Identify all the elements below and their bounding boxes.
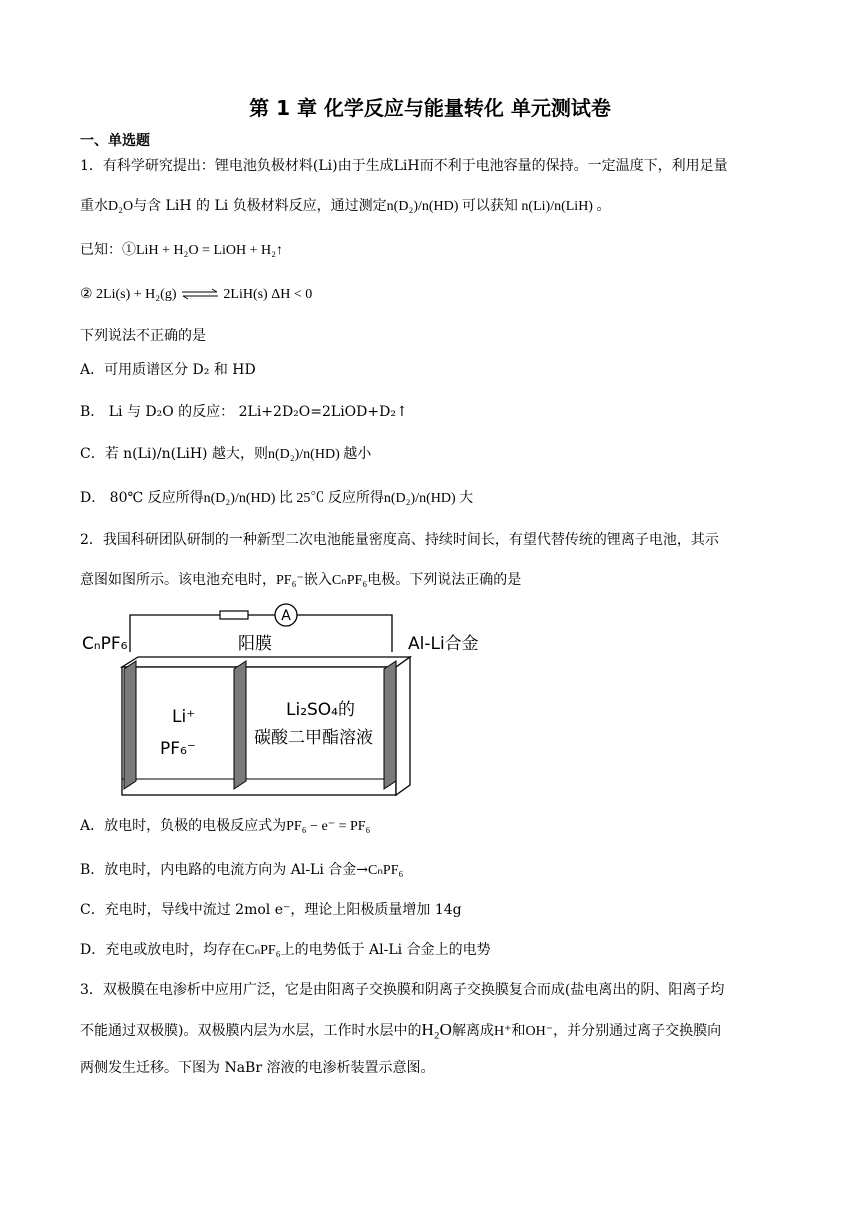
q1-stem-line1: 1．有科学研究提出：锂电池负极材料(Li)由于生成LiH而不利于电池容量的保持。一定温度下，利用足量 <box>80 158 728 174</box>
right-solution-line2: 碳酸二甲酯溶液 <box>254 728 373 748</box>
q3-stem-line3: 两侧发生迁移。下图为 NaBr 溶液的电渗析装置示意图。 <box>80 1060 435 1076</box>
q2-option-c: C．充电时，导线中流过 2mol e⁻，理论上阳极质量增加 14g <box>80 902 462 918</box>
q2-option-b: B．放电时，内电路的电流方向为 Al-Li 合金→CₙPF₆ <box>80 862 404 878</box>
q1-option-a: A．可用质谱区分 D₂ 和 HD <box>80 362 256 378</box>
q1-option-b: B． Li 与 D₂O 的反应： 2Li+2D₂O=2LiOD+D₂↑ <box>80 404 408 420</box>
q2-stem-line2: 意图如图所示。该电池充电时，PF₆⁻嵌入CₙPF₆电极。下列说法正确的是 <box>80 572 522 588</box>
resistor-icon <box>220 611 248 619</box>
section-heading: 一、单选题 <box>80 133 150 149</box>
left-electrode <box>124 661 136 789</box>
right-solution-line1: Li₂SO₄的 <box>286 700 355 720</box>
page-title: 第 1 章 化学反应与能量转化 单元测试卷 <box>249 96 611 120</box>
q2-option-a: A．放电时，负极的电极反应式为PF₆ − e⁻ = PF₆ <box>80 818 371 834</box>
q3-stem-line1: 3．双极膜在电渗析中应用广泛，它是由阳离子交换膜和阴离子交换膜复合而成(盐电离出的阴、阳离子均 <box>80 982 725 998</box>
membrane-label: 阳膜 <box>238 634 272 654</box>
q2-option-d: D．充电或放电时，均存在CₙPF₆上的电势低于 Al-Li 合金上的电势 <box>80 942 491 958</box>
right-electrode <box>384 661 396 789</box>
battery-diagram <box>80 597 500 807</box>
ammeter-label: A <box>281 608 291 624</box>
left-ion-li: Li⁺ <box>172 707 196 727</box>
equilibrium-arrow-icon <box>181 288 219 300</box>
q3-stem-line2: 不能通过双极膜)。双极膜内层为水层，工作时水层中的H₂O解离成H⁺和OH⁻，并分别通过离子交换膜向 <box>80 1020 722 1039</box>
cation-membrane <box>234 661 246 789</box>
q1-known-1: 已知：①LiH + H₂O = LiOH + H₂↑ <box>80 242 283 258</box>
q1-prompt: 下列说法不正确的是 <box>80 328 206 344</box>
right-electrode-label: Al-Li合金 <box>408 634 479 654</box>
left-electrode-label: CₙPF₆ <box>82 634 128 654</box>
q1-option-c: C．若 n(Li)/n(LiH) 越大，则n(D₂)/n(HD) 越小 <box>80 446 372 462</box>
formula-d2o: D₂O <box>108 199 134 214</box>
q1-known-2: ② 2Li(s) + H₂(g) 2LiH(s) ΔH < 0 <box>80 287 313 302</box>
q1-stem-line2: 重水D₂O与含 LiH 的 Li 负极材料反应，通过测定n(D₂)/n(HD) 可以获知 n(Li)/n(LiH) 。 <box>80 198 611 214</box>
left-ion-pf6: PF₆⁻ <box>160 739 196 759</box>
q1-option-d: D． 80℃ 反应所得n(D₂)/n(HD) 比 25℃ 反应所得n(D₂)/n(HD) 大 <box>80 490 474 506</box>
formula-n-d2: n(D₂) <box>386 199 418 214</box>
q2-stem-line1: 2．我国科研团队研制的一种新型二次电池能量密度高、持续时间长，有望代替传统的锂离子电池，其示 <box>80 532 719 548</box>
